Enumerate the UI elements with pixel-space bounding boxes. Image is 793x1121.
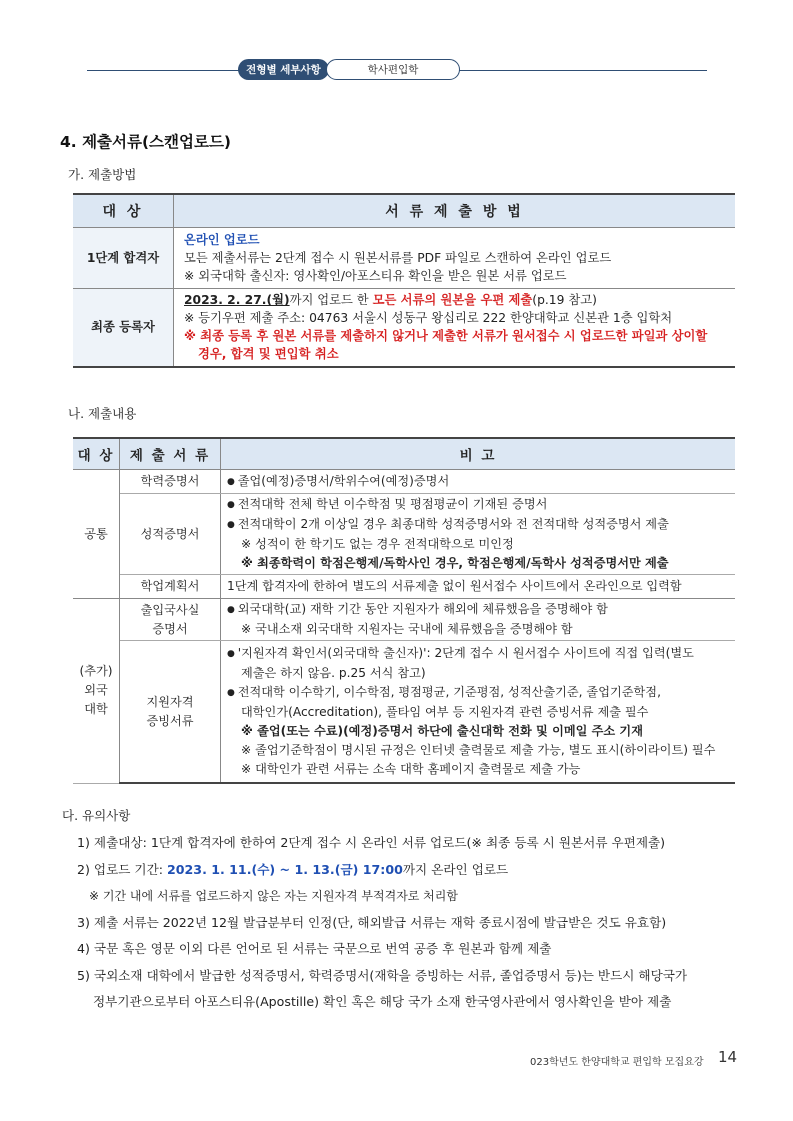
transcript-r4: ※ 최종학력이 학점은행제/독학사인 경우, 학점은행제/독학사 성적증명서만 제출 (241, 556, 669, 570)
transcript-r3: ※ 성적이 한 학기도 없는 경우 전적대학으로 미인정 (241, 537, 514, 551)
remark-study-plan: 1단계 합격자에 한하여 별도의 서류제출 없이 원서접수 사이트에서 온라인으로 입력함 (221, 575, 736, 599)
eligibility-r3: ※ 졸업(또는 수료)(예정)증명서 하단에 출신대학 전화 및 이메일 주소 기재 (241, 724, 643, 738)
remark-transcript (221, 494, 736, 575)
subheading-method: 가. 제출방법 (68, 167, 137, 182)
remark-immigration (221, 599, 736, 641)
eligibility-r1: ● '지원자격 확인서(외국대학 출신자)': 2단계 접수 시 원서접수 사이트에 직접 입력(별도 (227, 644, 735, 664)
subheading-content: 나. 제출내용 (68, 406, 137, 421)
final-line3: ※ 최종 등록 후 원본 서류를 제출하지 않거나 제출한 서류가 원서접수 시 업로드한 파일과 상이할 (184, 329, 708, 344)
col-method: 서 류 제 출 방 법 (174, 194, 736, 228)
remark-academic-cert-text: ● 졸업(예정)증명서/학위수여(예정)증명서 (227, 474, 449, 488)
notes-list (77, 830, 747, 1016)
eligibility-r1b: 제출은 하지 않음. p.25 서식 참고) (241, 666, 426, 680)
final-line2: ※ 등기우편 제출 주소: 04763 서울시 성동구 왕십리로 222 한양대학교 신본관 1층 입학처 (184, 311, 673, 326)
page-number: 14 (718, 1048, 738, 1066)
note-2-date: 2023. 1. 11.(수) ~ 1. 13.(금) 17:00 (167, 861, 403, 877)
remark-academic-cert (221, 470, 736, 494)
footer-text: 023학년도 한양대학교 편입학 모집요강 (530, 1057, 704, 1068)
remark-eligibility (221, 641, 736, 784)
col-remarks: 비 고 (221, 438, 736, 470)
note-2 (77, 857, 747, 884)
note-5: 5) 국외소재 대학에서 발급한 성적증명서, 학력증명서(재학을 증빙하는 서류, 졸업증명서 등)는 반드시 해당국가 (77, 967, 688, 983)
final-line1 (184, 291, 735, 309)
category-foreign (73, 599, 120, 784)
col-document: 제 출 서 류 (120, 438, 221, 470)
doc-eligibility (120, 641, 221, 784)
final-line1-red: 모든 서류의 원본을 우편 제출 (372, 293, 533, 308)
category-common: 공통 (73, 470, 120, 599)
doc-immigration-l2: 증명서 (152, 621, 188, 636)
immigration-r2: ※ 국내소재 외국대학 지원자는 국내에 체류했음을 증명해야 함 (241, 622, 573, 636)
final-line1-mid: 까지 업로드 한 (289, 293, 373, 308)
stage1-line2: 모든 제출서류는 2단계 접수 시 원본서류를 PDF 파일로 스캔하여 온라인 업로드 (184, 251, 612, 265)
row-label-stage1: 1단계 합격자 (73, 228, 174, 289)
doc-transcript: 성적증명서 (120, 494, 221, 575)
header-tag-section: 학사편입학 (326, 59, 460, 80)
final-deadline-date: 2023. 2. 27.(월) (184, 293, 290, 308)
online-upload-title: 온라인 업로드 (184, 233, 260, 247)
transcript-r2: ● 전적대학이 2개 이상일 경우 최종대학 성적증명서와 전 전적대학 성적증명서 제출 (227, 515, 735, 535)
note-2-pre: 2) 업로드 기간: (77, 861, 168, 877)
final-line4: 경우, 합격 및 편입학 취소 (198, 347, 339, 362)
doc-study-plan: 학업계획서 (120, 575, 221, 599)
submission-method-table (73, 193, 735, 368)
note-2-post: 까지 온라인 업로드 (402, 861, 509, 877)
section-title: 4. 제출서류(스캔업로드) (60, 133, 231, 151)
note-4: 4) 국문 혹은 영문 이외 다른 언어로 된 서류는 국문으로 번역 공증 후 원본과 함께 제출 (77, 941, 552, 956)
row-stage1-content (174, 228, 736, 289)
eligibility-r2b: 대학인가(Accreditation), 풀타임 여부 등 지원자격 관련 증빙서류 제출 필수 (241, 705, 649, 719)
row-final-content (174, 289, 736, 367)
transcript-r1: ● 전적대학 전체 학년 이수학점 및 평점평균이 기재된 증명서 (227, 495, 735, 515)
eligibility-r5: ※ 대학인가 관련 서류는 소속 대학 홈페이지 출력물로 제출 가능 (241, 762, 581, 776)
note-2-sub: ※ 기간 내에 서류를 업로드하지 않은 자는 지원자격 부적격자로 처리함 (89, 889, 458, 903)
doc-immigration (120, 599, 221, 641)
doc-immigration-l1: 출입국사실 (140, 602, 200, 617)
final-line1-tail: (p.19 참고) (532, 293, 597, 308)
category-foreign-l1: (추가) (79, 664, 113, 679)
doc-eligibility-l1: 지원자격 (146, 694, 194, 709)
doc-academic-cert: 학력증명서 (120, 470, 221, 494)
stage1-line3: ※ 외국대학 출신자: 영사확인/아포스티유 확인을 받은 원본 서류 업로드 (184, 269, 567, 283)
note-5b: 정부기관으로부터 아포스티유(Apostille) 확인 혹은 해당 국가 소재 한국영사관에서 영사확인을 받아 제출 (93, 994, 672, 1009)
category-foreign-l2: 외국 (84, 683, 108, 698)
eligibility-r2: ● 전적대학 이수학기, 이수학점, 평점평균, 기준평점, 성적산출기준, 졸업기준학점, (227, 683, 735, 703)
submission-content-table (73, 437, 735, 784)
subheading-notes: 다. 유의사항 (62, 808, 131, 823)
note-3: 3) 제출 서류는 2022년 12월 발급분부터 인정(단, 해외발급 서류는 재학 종료시점에 발급받은 것도 유효함) (77, 914, 667, 930)
col-category: 대 상 (73, 438, 120, 470)
header-tag-category: 전형별 세부사항 (238, 59, 329, 80)
immigration-r1: ● 외국대학(교) 재학 기간 동안 지원자가 해외에 체류했음을 증명해야 함 (227, 600, 735, 620)
category-foreign-l3: 대학 (84, 702, 108, 717)
note-1: 1) 제출대상: 1단계 합격자에 한하여 2단계 접수 시 온라인 서류 업로드(※ 최종 등록 시 원본서류 우편제출) (77, 835, 666, 850)
doc-eligibility-l2: 증빙서류 (146, 713, 194, 728)
row-label-final: 최종 등록자 (73, 289, 174, 367)
eligibility-r4: ※ 졸업기준학점이 명시된 규정은 인터넷 출력물로 제출 가능, 별도 표시(하이라이트) 필수 (241, 743, 716, 757)
col-target: 대 상 (73, 194, 174, 228)
